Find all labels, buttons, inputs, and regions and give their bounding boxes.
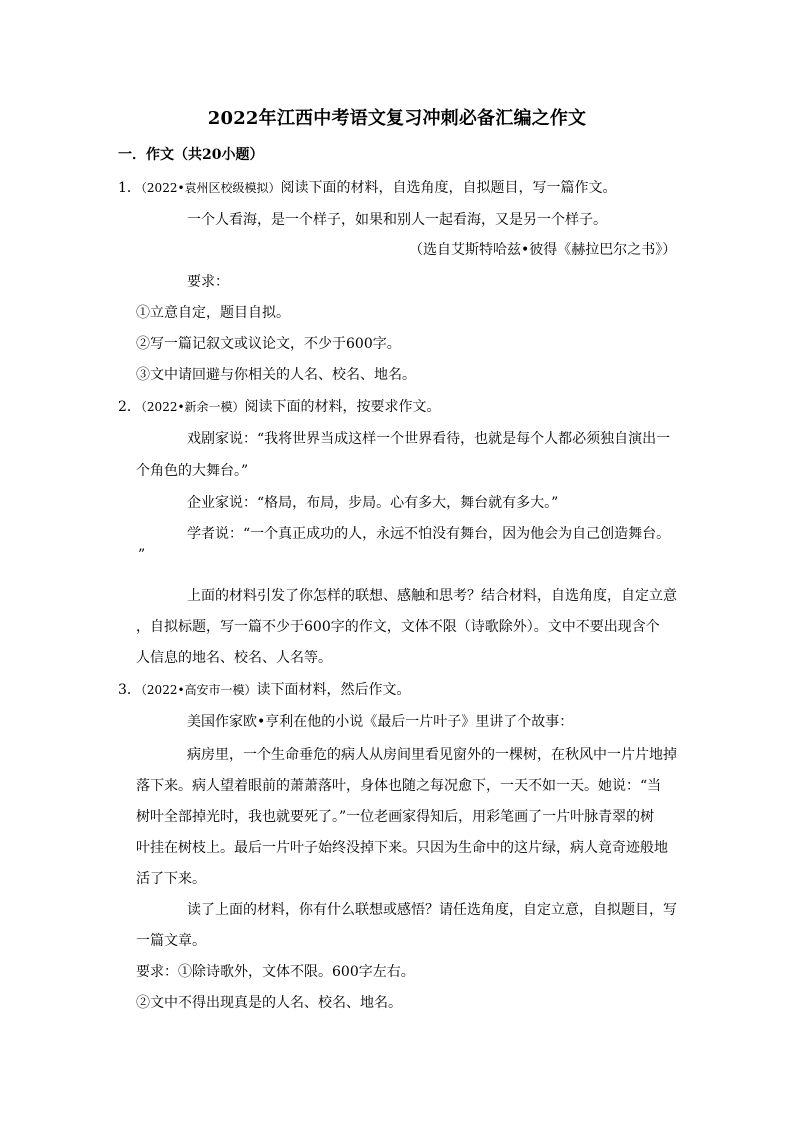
q2-paragraph-line: 戏剧家说：“我将世界当成这样一个世界看待，也就是每个人都必须独自演出一 [187, 431, 671, 447]
q2-paragraph-line: 企业家说：“格局，布局，步局。心有多大，舞台就有多大。” [187, 495, 559, 511]
q3-paragraph-line: 叶挂在树枝上。最后一片叶子始终没掉下来。只因为生命中的这片绿，病人竟奇迹般地 [136, 840, 668, 856]
question-prompt: 阅读下面的材料，自选角度，自拟题目，写一篇作文。 [280, 180, 617, 196]
q3-paragraph-line: 读了上面的材料，你有什么联想或感悟？请任选角度，自定立意，自拟题目，写 [187, 902, 677, 918]
q1-requirement-1: ①立意自定，题目自拟。 [136, 305, 290, 321]
q2-paragraph-line: 个角色的大舞台。” [136, 463, 249, 479]
q3-requirement-1: 要求：①除诗歌外，文体不限。600字左右。 [136, 964, 415, 980]
question-prompt: 阅读下面的材料，按要求作文。 [244, 399, 441, 415]
page-title: 2022年江西中考语文复习冲刺必备汇编之作文 [207, 108, 587, 129]
q3-paragraph-line: 病房里，一个生命垂危的病人从房间里看见窗外的一棵树，在秋风中一片片地掉 [187, 747, 677, 763]
q2-paragraph-line: ，自拟标题，写一篇不少于600字的作文，文体不限（诗歌除外）。文中不要出现含个 [136, 619, 660, 635]
question-source: （2022•高安市一模） [140, 683, 257, 697]
q3-paragraph-line: 美国作家欧•亨利在他的小说《最后一片叶子》里讲了个故事： [187, 714, 574, 730]
q2-paragraph-line: ” [138, 547, 146, 563]
q3-paragraph-line: 活了下来。 [136, 871, 206, 887]
question-number: 2． [118, 399, 141, 415]
q3-paragraph-line: 一篇文章。 [136, 933, 206, 949]
q2-paragraph-line: 学者说：“一个真正成功的人，永远不怕没有舞台，因为他会为自己创造舞台。 [187, 526, 671, 542]
q3-paragraph-line: 树叶全部掉光时，我也就要死了。”一位老画家得知后，用彩笔画了一片叶脉青翠的树 [136, 809, 655, 825]
q1-requirements-label: 要求： [187, 274, 229, 290]
question-2-header [118, 396, 441, 416]
section-heading: 一．作文（共20小题） [118, 147, 264, 163]
q1-requirement-2: ②写一篇记叙文或议论文，不少于600字。 [136, 336, 401, 352]
q1-citation: （选自艾斯特哈兹•彼得《赫拉巴尔之书》） [409, 242, 677, 258]
question-source: （2022•新余一模） [140, 400, 245, 414]
question-number: 1． [118, 180, 141, 196]
question-3-header [118, 679, 411, 699]
q3-requirement-2: ②文中不得出现真是的人名、校名、地名。 [136, 995, 402, 1011]
q1-requirement-3: ③文中请回避与你相关的人名、校名、地名。 [136, 367, 416, 383]
q2-paragraph-line: 人信息的地名、校名、人名等。 [136, 650, 332, 666]
question-prompt: 读下面材料，然后作文。 [256, 682, 411, 698]
q2-paragraph-line: 上面的材料引发了你怎样的联想、感触和思考？结合材料，自选角度，自定立意 [187, 588, 677, 604]
question-1-header [118, 177, 617, 197]
question-source: （2022•袁州区校级模拟） [140, 181, 281, 195]
q1-quote: 一个人看海，是一个样子，如果和别人一起看海，又是另一个样子。 [187, 212, 607, 228]
q3-paragraph-line: 落下来。病人望着眼前的萧萧落叶，身体也随之每况愈下，一天不如一天。她说：“当 [136, 778, 662, 794]
question-number: 3． [118, 682, 141, 698]
